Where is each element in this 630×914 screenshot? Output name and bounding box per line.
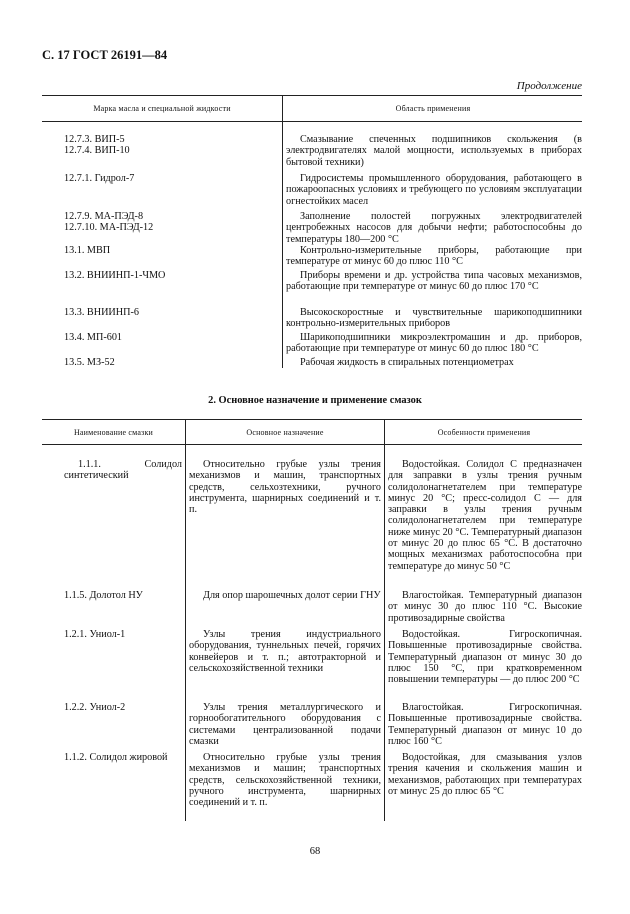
table1-header-name: Марка масла и специальной жидкости <box>93 104 231 113</box>
table2-row-purpose: Для опор шарошечных долот серии ГНУ <box>203 590 381 601</box>
table2-row-name: 1.1.5. Долотол НУ <box>64 590 143 601</box>
table1-row-name: 13.5. МЗ-52 <box>64 357 115 368</box>
table1-column-divider-body <box>282 122 283 368</box>
continuation-label: Продолжение <box>516 80 582 92</box>
table1-row-use: Шарикоподшипники микроэлектромашин и др. приборов, работающие при температуре от минус 60 до плюс 180 °С <box>286 332 582 355</box>
table1-row-name: 13.3. ВНИИНП-6 <box>64 307 139 318</box>
table2-row-features: Влагостойкая. Гигроскопичная. Повышенные противозадирные свойства. Температурный диапазон от минус 10 до плюс 160 °С <box>388 702 582 747</box>
table2-row-purpose: Относительно грубые узлы трения механизмов и машин, транспортных средств, сельхозтехники, ручного инструмента, шарнирных соединений и т. п. <box>189 459 381 516</box>
table1-row-name: 12.7.3. ВИП-5 12.7.4. ВИП-10 <box>64 134 130 157</box>
section-title: 2. Основное назначение и применение смазок <box>208 395 422 406</box>
page-number: 68 <box>309 846 321 857</box>
table1-row-name: 13.2. ВНИИНП-1-ЧМО <box>64 270 166 281</box>
table1-row-name: 13.4. МП-601 <box>64 332 123 343</box>
table2-row-features: Водостойкая. Солидол С предназначен для заправки в узлы трения ручным солидолонагнетателем при температуре минус 20 °С; пресс-солидол С — для заправки в узлы трения ручным солидолонагнетателем при температуре ниже минус 20 °С. Температурный диапазон от минус 20 до плюс 65 °С. В достаточно мощных механизмах работоспособна при температуре до минус 50 °С <box>388 459 582 572</box>
table2-row-name: 1.1.2. Солидол жировой <box>64 752 168 763</box>
page-header-title: С. 17 ГОСТ 26191—84 <box>42 48 168 62</box>
table2-row-purpose: Узлы трения индустриального оборудования, туннельных печей, горячих конвейеров и т. п.; автотракторной и сельскохозяйственной техники <box>189 629 381 674</box>
table1-top-rule <box>42 95 582 96</box>
table1-row-use: Смазывание спеченных подшипников скольжения (в электродвигателях малой мощности, используемых в приборах бытовой техники) <box>286 134 582 168</box>
table2-row-name: 1.2.1. Униол-1 <box>64 629 126 640</box>
table2-row-features: Водостойкая. Гигроскопичная. Повышенные противозадирные свойства. Температурный диапазон от минус 30 до плюс 150 °С, при кратковременном повышении температуры — до плюс 200 °С <box>388 629 582 686</box>
table2-column-divider-2 <box>384 419 385 821</box>
table1-header-use: Область применения <box>395 104 471 113</box>
table2-row-purpose: Относительно грубые узлы трения механизмов и машин; транспортных средств, сельскохозяйственной техники, ручного инструмента, шарнирных соединений и т. п. <box>189 752 381 809</box>
table1-row-name: 13.1. МВП <box>64 245 111 256</box>
table1-row-name: 12.7.1. Гидрол-7 <box>64 173 135 184</box>
table1-row-use: Гидросистемы промышленного оборудования, работающего в пожароопасных условиях и требующего по условиям эксплуатации огнестойких масел <box>286 173 582 207</box>
table2-row-purpose: Узлы трения металлургического и горнообогатительного оборудования с системами централизованной подачи смазки <box>189 702 381 747</box>
table2-row-features: Влагостойкая. Температурный диапазон от минус 30 до плюс 110 °С. Высокие противозадирные свойства <box>388 590 582 624</box>
table1-row-use: Контрольно-измерительные приборы, работающие при температуре от минус 60 до плюс 110 °С <box>286 245 582 268</box>
table1-row-use: Рабочая жидкость в спиральных потенциометрах <box>300 357 514 368</box>
table1-row-use: Приборы времени и др. устройства типа часовых механизмов, работающие при температуре от минус 60 до плюс 170 °С <box>286 270 582 293</box>
table2-column-divider-1 <box>185 419 186 821</box>
table1-row-use: Высокоскоростные и чувствительные шарикоподшипники контрольно-измерительных приборов <box>286 307 582 330</box>
table2-row-name: 1.2.2. Униол-2 <box>64 702 126 713</box>
table1-row-use: Заполнение полостей погружных электродвигателей центробежных насосов для добычи нефти; работоспособны до температуры 180—200 °С <box>286 211 582 245</box>
table1-header-rule <box>42 121 582 122</box>
table1-row-name: 12.7.9. МА-ПЭД-8 12.7.10. МА-ПЭД-12 <box>64 211 154 234</box>
table2-row-features: Водостойкая, для смазывания узлов трения качения и скольжения машин и механизмов, работающих при температурах от минус 25 до плюс 65 °С <box>388 752 582 797</box>
table2-header-purpose: Основное назначение <box>246 428 324 437</box>
table2-row-name: 1.1.1. Солидол синтетический <box>64 459 182 482</box>
table2-top-rule <box>42 419 582 420</box>
table2-header-rule <box>42 444 582 445</box>
table2-header-features: Особенности применения <box>437 428 531 437</box>
table2-header-name: Наименование смазки <box>73 428 154 437</box>
